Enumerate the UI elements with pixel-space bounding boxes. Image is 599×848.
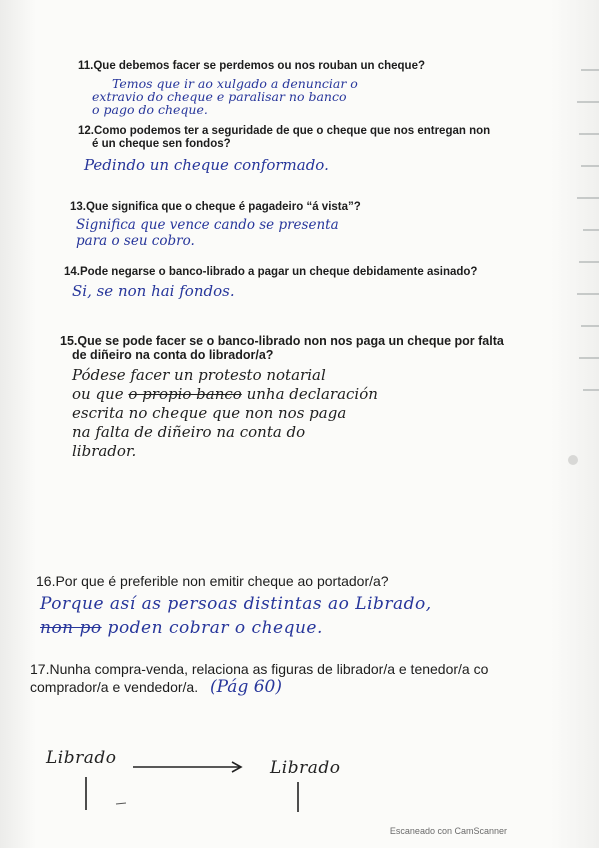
librado-left-label: Librado bbox=[46, 748, 117, 768]
question-11-line-1: 11.Que debemos facer se perdemos ou nos rouban un cheque? bbox=[78, 60, 426, 72]
question-17-line-2-text: comprador/a e vendedor/a. bbox=[30, 679, 199, 695]
answer-15-line-2-part-b: unha declaración bbox=[241, 385, 378, 403]
arrow-right-icon bbox=[133, 762, 241, 772]
answer-14-line-1: Si, se non hai fondos. bbox=[72, 282, 235, 300]
question-15-line-1: 15.Que se pode facer se o banco-librado non nos paga un cheque por falta bbox=[60, 334, 504, 348]
answer-15-line-1: Pódese facer un protesto notarial bbox=[72, 366, 326, 384]
question-12-line-2: é un cheque sen fondos? bbox=[92, 138, 231, 150]
librado-right-label: Librado bbox=[270, 758, 341, 778]
question-15-line-2: de diñeiro na conta do librador/a? bbox=[72, 348, 274, 362]
answer-15-line-4: na falta de diñeiro na conta do bbox=[72, 423, 306, 441]
answer-15-strikethrough: o propio banco bbox=[128, 385, 242, 403]
answer-12-line-1: Pedindo un cheque conformado. bbox=[84, 156, 329, 174]
page-reference-note: (Pág 60) bbox=[210, 677, 282, 697]
question-17-line-1: 17.Nunha compra-venda, relaciona as figuras de librador/a e tenedor/a co bbox=[30, 661, 489, 677]
question-13-line-1: 13.Que significa que o cheque é pagadeiro “á vista”? bbox=[70, 201, 361, 213]
answer-15-line-5: librador. bbox=[72, 442, 137, 460]
question-16-line-1: 16.Por que é preferible non emitir cheque ao portador/a? bbox=[36, 573, 389, 589]
answer-11-line-3: o pago do cheque. bbox=[92, 102, 208, 117]
answer-16-line-1: Porque así as persoas distintas ao Librado, bbox=[40, 594, 432, 614]
answer-11-line-2: extravio do cheque e paralisar no banco bbox=[92, 89, 347, 104]
answer-15-line-3: escrita no cheque que non nos paga bbox=[72, 404, 347, 422]
answer-13-line-1: Significa que vence cando se presenta bbox=[76, 217, 339, 233]
answer-11-line-1: Temos que ir ao xulgado a denunciar o bbox=[112, 76, 358, 91]
answer-15-line-2-part-a: ou que bbox=[72, 385, 129, 403]
question-14-line-1: 14.Pode negarse o banco-librado a pagar un cheque debidamente asinado? bbox=[64, 266, 478, 278]
answer-16-strikethrough: non po bbox=[40, 618, 102, 638]
answer-13-line-2: para o seu cobro. bbox=[76, 233, 195, 249]
question-12-line-1: 12.Como podemos ter a seguridade de que o cheque que nos entregan non bbox=[78, 125, 491, 137]
small-tick-mark bbox=[116, 803, 126, 804]
scanner-watermark: Escaneado con CamScanner bbox=[389, 826, 507, 836]
answer-16-line-2-rest: poden cobrar o cheque. bbox=[101, 618, 323, 638]
